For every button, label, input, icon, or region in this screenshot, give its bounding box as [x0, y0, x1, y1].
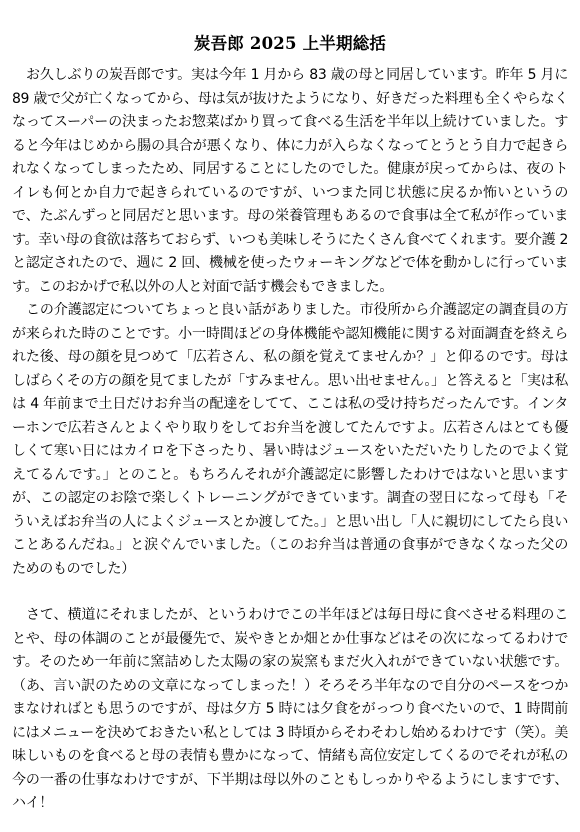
paragraph-1: お久しぶりの炭吾郎です。実は今年 1 月から 83 歳の母と同居しています。昨年 5 月に 89 歳で父が亡くなってから、母は気が抜けたようになり、好きだった料理も全くやらなくなってスーパーの決まったお惣菜ばかり買って食べる生活を半年以上続けていました。すると今年はじめから腸の具合が悪くなり、体に力が入らなくなってとうとう自力で起きられなくなってしまったため、同居することにしたのでした。健康が戻ってからは、夜のトイレも何とか自力で起きられているのですが、いつまた同じ状態に戻るか怖いというので、たぶんずっと同居だと思います。母の栄養管理もあるので食事は全て私が作っています。幸い母の食欲は落ちておらず、いつも美味しそうにたくさん食べてくれます。要介護 2 と認定されたので、週に 2 回、機械を使ったウォーキングなどで体を動かしに行っています。このおかげで私以外の人と対面で話す機会もできました。	[12, 67, 568, 295]
paragraph-3: さて、横道にそれましたが、というわけでこの半年ほどは毎日母に食べさせる料理のことや、母の体調のことが最優先で、炭やきとか畑とか仕事などはその次になってるわけです。そのため一年前に窯詰めした太陽の家の炭窯もまだ火入れができていない状態です。（あ、言い訳のための文章になってしまった！）そろそろ半年なので自分のペースをつかまなければとも思うのですが、母は夕方 5 時には夕食をがっつり食べたいので、1 時間前にはメニューを決めておきたい私としては 3 時頃からそわそわし始めるわけです（笑）。美味しいものを食べると母の表情も豊かになって、情緒も高位安定してくるのでそれが私の今の一番の仕事なわけですが、下半期は母以外のこともしっかりやるようにしますです、ハイ！	[12, 607, 568, 811]
document-title: 炭吾郎 2025 上半期総括	[193, 34, 387, 53]
paragraph-2: この介護認定についてちょっと良い話がありました。市役所から介護認定の調査員の方が来られた時のことです。小一時間ほどの身体機能や認知機能に関する対面調査を終えられた後、母の顔を見つめて「広若さん、私の顔を覚えてませんか？」と仰るのです。母はしばらくその方の顔を見てましたが「すみません。思い出せません。」と答えると「実は私は 4 年前まで土日だけお弁当の配達をしてて、ここは私の受け持ちだったんです。インターホンで広若さんとよくやり取りをしてお弁当を渡してたんですよ。広若さんはとても優しくて寒い日にはカイロを下さったり、暑い時はジュースをいただいたりしたのでよく覚えてるんです。」とのこと。もちろんそれが介護認定に影響したわけではないと思いますが、この認定のお陰で楽しくトレーニングができています。調査の翌日になって母も「そういえばお弁当の人によくジュースとか渡してた。」と思い出し「人に親切にしてたら良いことあるんだね。」と涙ぐんでいました。（このお弁当は普通の食事ができなくなった父のためのものでした）	[12, 302, 568, 577]
paragraph-spacer	[12, 581, 568, 604]
